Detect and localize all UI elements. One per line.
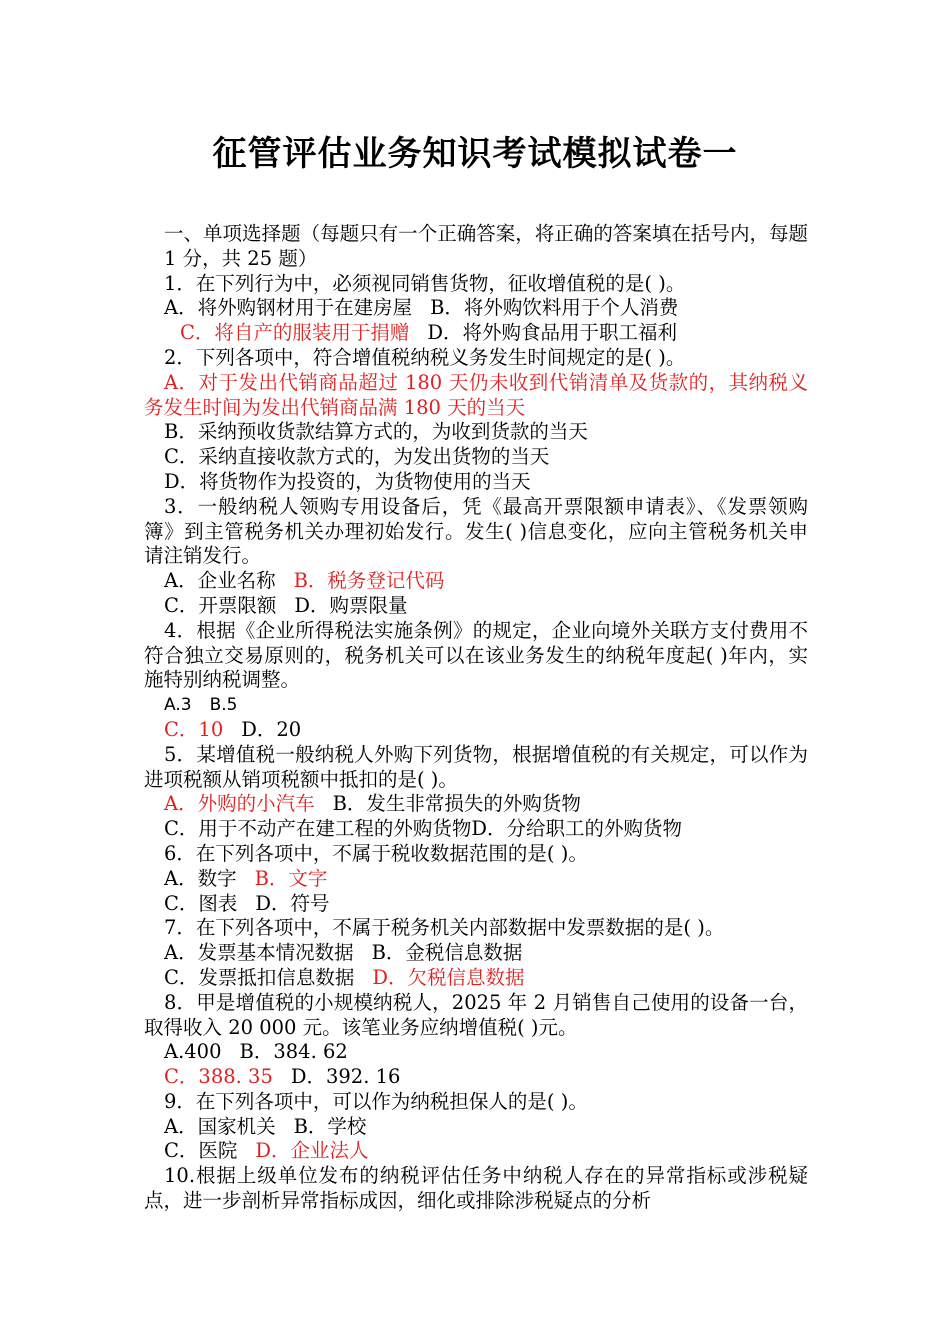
question-3-options-row-1	[144, 569, 808, 594]
question-5-options-row-2	[144, 817, 808, 842]
q3-option-d: D．购票限量	[294, 593, 408, 617]
q4-option-b: B.5	[209, 695, 238, 716]
question-6-options-row-1	[144, 867, 808, 892]
q6-option-b: B．文字	[254, 866, 328, 890]
q3-option-c: C．开票限额	[164, 593, 277, 617]
question-2-stem: 2．下列各项中，符合增值税纳税义务发生时间规定的是( )。	[164, 345, 686, 369]
q3-option-b: B．税务登记代码	[293, 569, 445, 593]
q3-option-a: A．企业名称	[164, 569, 276, 593]
question-4-options-row-1	[144, 693, 808, 718]
q4-option-a: A.3	[164, 695, 192, 716]
q6-option-c: C．图表	[164, 891, 238, 915]
question-7-options-row-1	[144, 941, 808, 966]
q8-option-a: A.400	[164, 1040, 222, 1064]
q5-option-c: C．用于不动产在建工程的外购货物	[164, 817, 472, 841]
question-10-stem: 10.根据上级单位发布的纳税评估任务中纳税人存在的异常指标或涉税疑点，进一步剖析异常指标成因，细化或排除涉税疑点的分析	[144, 1164, 808, 1213]
q1-option-a: A．将外购钢材用于在建房屋	[164, 296, 413, 320]
q2-option-a: A．对于发出代销商品超过 180 天仍未收到代销清单及货款的，其纳税义务发生时间为发出代销商品满 180 天的当天	[144, 370, 808, 419]
q6-option-d: D．符号	[255, 891, 330, 915]
q7-option-c: C．发票抵扣信息数据	[164, 965, 355, 989]
question-6-stem: 6．在下列各项中，不属于税收数据范围的是( )。	[164, 841, 588, 865]
q1-option-d: D．将外购食品用于职工福利	[427, 321, 678, 345]
question-8-stem: 8．甲是增值税的小规模纳税人，2025 年 2 月销售自己使用的设备一台，取得收入 20 000 元。该笔业务应纳增值税( )元。	[144, 990, 808, 1039]
page-title: 征管评估业务知识考试模拟试卷一	[212, 134, 738, 174]
q5-option-a: A．外购的小汽车	[164, 792, 315, 816]
question-3-stem: 3．一般纳税人领购专用设备后，凭《最高开票限额申请表》、《发票领购簿》到主管税务机关办理初始发行。发生( )信息变化，应向主管税务机关申请注销发行。	[144, 494, 808, 568]
question-1-options-row-1	[144, 296, 808, 321]
section-heading: 一、单项选择题（每题只有一个正确答案，将正确的答案填在括号内，每题 1 分，共 25 题）	[164, 222, 808, 270]
q2-option-c: C．采纳直接收款方式的，为发出货物的当天	[164, 445, 550, 469]
q9-option-b: B．学校	[293, 1114, 367, 1138]
question-1-options-row-2	[144, 321, 808, 346]
question-8-options-row-1	[144, 1040, 808, 1065]
question-1-stem: 1．在下列行为中，必须视同销售货物，征收增值税的是( )。	[164, 271, 686, 295]
q7-option-b: B．金税信息数据	[371, 941, 523, 965]
q6-option-a: A．数字	[164, 866, 237, 890]
q8-option-b: B．384. 62	[239, 1040, 348, 1064]
q2-option-b: B．采纳预收货款结算方式的，为收到货款的当天	[164, 420, 588, 444]
q2-option-d: D．将货物作为投资的，为货物使用的当天	[164, 469, 531, 493]
q7-option-d: D．欠税信息数据	[372, 965, 525, 989]
question-list	[144, 222, 808, 1214]
q9-option-c: C．医院	[164, 1139, 238, 1163]
question-7-stem: 7．在下列各项中，不属于税务机关内部数据中发票数据的是( )。	[164, 916, 725, 940]
question-9-stem: 9．在下列各项中，可以作为纳税担保人的是( )。	[164, 1089, 588, 1113]
question-5-options-row-1	[144, 792, 808, 817]
question-4-options-row-2	[144, 718, 808, 743]
q5-option-d: D．分给职工的外购货物	[471, 817, 683, 841]
q1-option-b: B．将外购饮料用于个人消费	[430, 296, 679, 320]
q9-option-a: A．国家机关	[164, 1114, 276, 1138]
question-9-options-row-1	[144, 1115, 808, 1140]
q8-option-d: D．392. 16	[290, 1065, 401, 1089]
question-5-stem: 5．某增值税一般纳税人外购下列货物，根据增值税的有关规定，可以作为进项税额从销项税额中抵扣的是( )。	[144, 742, 808, 791]
question-6-options-row-2	[144, 892, 808, 917]
q8-option-c: C．388. 35	[164, 1065, 273, 1089]
question-3-options-row-2	[144, 594, 808, 619]
q1-option-c: C．将自产的服装用于捐赠	[180, 321, 410, 345]
q4-option-d: D．20	[241, 717, 302, 741]
q7-option-a: A．发票基本情况数据	[164, 941, 354, 965]
question-8-options-row-2	[144, 1065, 808, 1090]
question-4-stem: 4．根据《企业所得税法实施条例》的规定，企业向境外关联方支付费用不符合独立交易原则的，税务机关可以在该业务发生的纳税年度起( )年内，实施特别纳税调整。	[144, 618, 808, 692]
q9-option-d: D．企业法人	[255, 1139, 369, 1163]
q5-option-b: B．发生非常损失的外购货物	[332, 792, 581, 816]
question-7-options-row-2	[144, 966, 808, 991]
question-9-options-row-2	[144, 1139, 808, 1164]
q4-option-c: C．10	[164, 717, 224, 741]
